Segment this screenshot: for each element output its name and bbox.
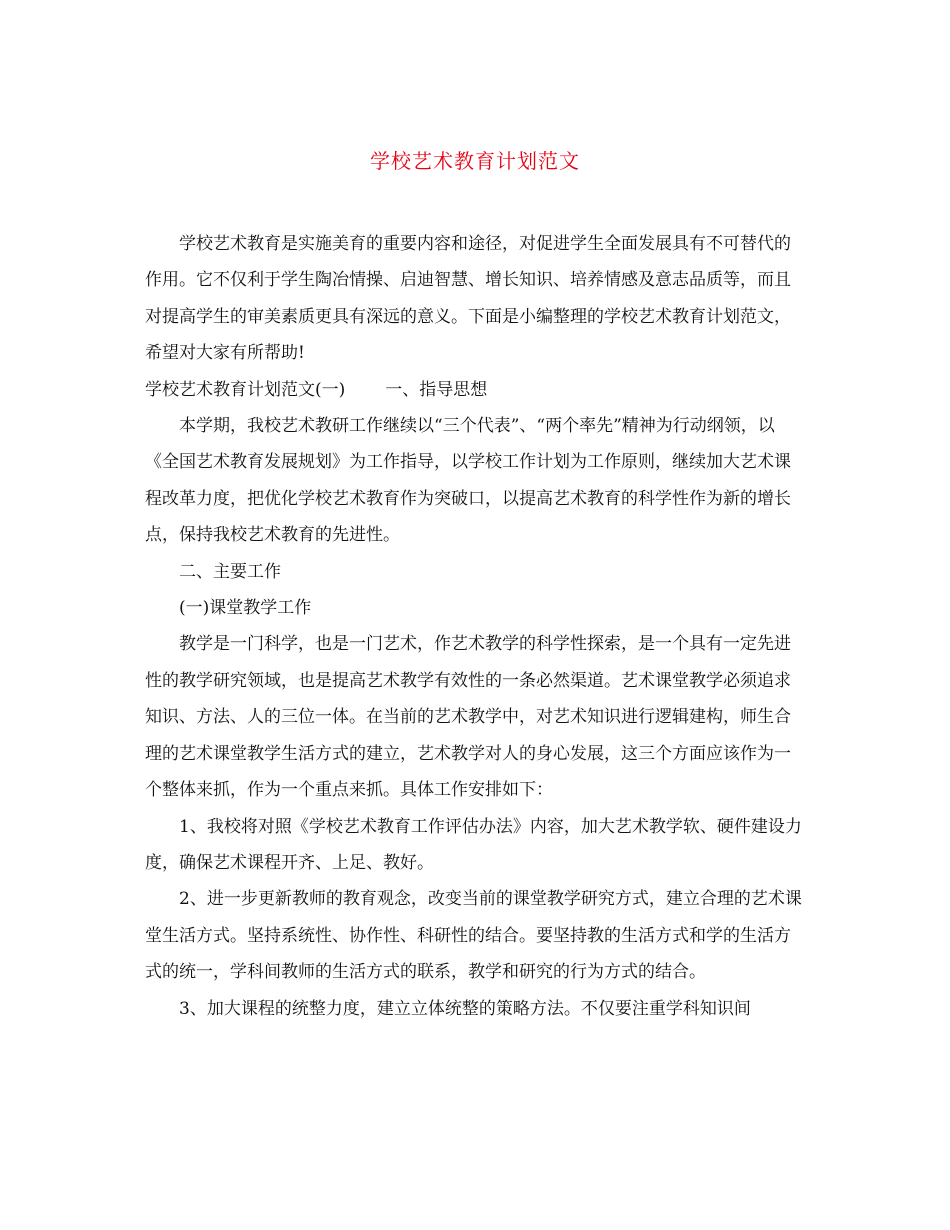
- intro-paragraph: 学校艺术教育是实施美育的重要内容和途径，对促进学生全面发展具有不可替代的作用。它不仅利于学生陶冶情操、启迪智慧、增长知识、培养情感及意志品质等，而且对提高学生的审美素质更具有深远的意义。下面是小编整理的学校艺术教育计划范文，希望对大家有所帮助!: [145, 234, 791, 364]
- list-item-1: 1、我校将对照《学校艺术教育工作评估办法》内容，加大艺术教学软、硬件建设力度，确保艺术课程开齐、上足、教好。: [145, 816, 802, 873]
- classroom-teaching-heading: (一)课堂教学工作: [179, 598, 312, 619]
- document-body: [145, 226, 805, 1027]
- guiding-paragraph: 本学期，我校艺术教研工作继续以“三个代表”、“两个率先”精神为行动纲领，以《全国艺术教育发展规划》为工作指导，以学校工作计划为工作原则，继续加大艺术课程改革力度，把优化学校艺术教育作为突破口，以提高艺术教育的科学性作为新的增长点，保持我校艺术教育的先进性。: [145, 416, 791, 546]
- section-heading-guiding: 一、指导思想: [385, 379, 488, 400]
- section-title-line: [145, 372, 805, 408]
- list-item-3: 3、加大课程的统整力度，建立立体统整的策略方法。不仅要注重学科知识间: [179, 998, 751, 1019]
- section-title: 学校艺术教育计划范文(一): [145, 379, 346, 400]
- teaching-paragraph: 教学是一门科学，也是一门艺术，作艺术教学的科学性探索，是一个具有一定先进性的教学研究领域，也是提高艺术教学有效性的一条必然渠道。艺术课堂教学必须追求知识、方法、人的三位一体。在当前的艺术教学中，对艺术知识进行逻辑建构，师生合理的艺术课堂教学生活方式的建立，艺术教学对人的身心发展，这三个方面应该作为一个整体来抓，作为一个重点来抓。具体工作安排如下：: [145, 634, 791, 801]
- main-work-heading: 二、主要工作: [179, 561, 281, 582]
- document-title: 学校艺术教育计划范文: [370, 149, 580, 173]
- list-item-2: 2、进一步更新教师的教育观念，改变当前的课堂教学研究方式，建立合理的艺术课堂生活方式。坚持系统性、协作性、科研性的结合。要坚持教的生活方式和学的生活方式的统一，学科间教师的生活方式的联系，教学和研究的行为方式的结合。: [145, 889, 802, 983]
